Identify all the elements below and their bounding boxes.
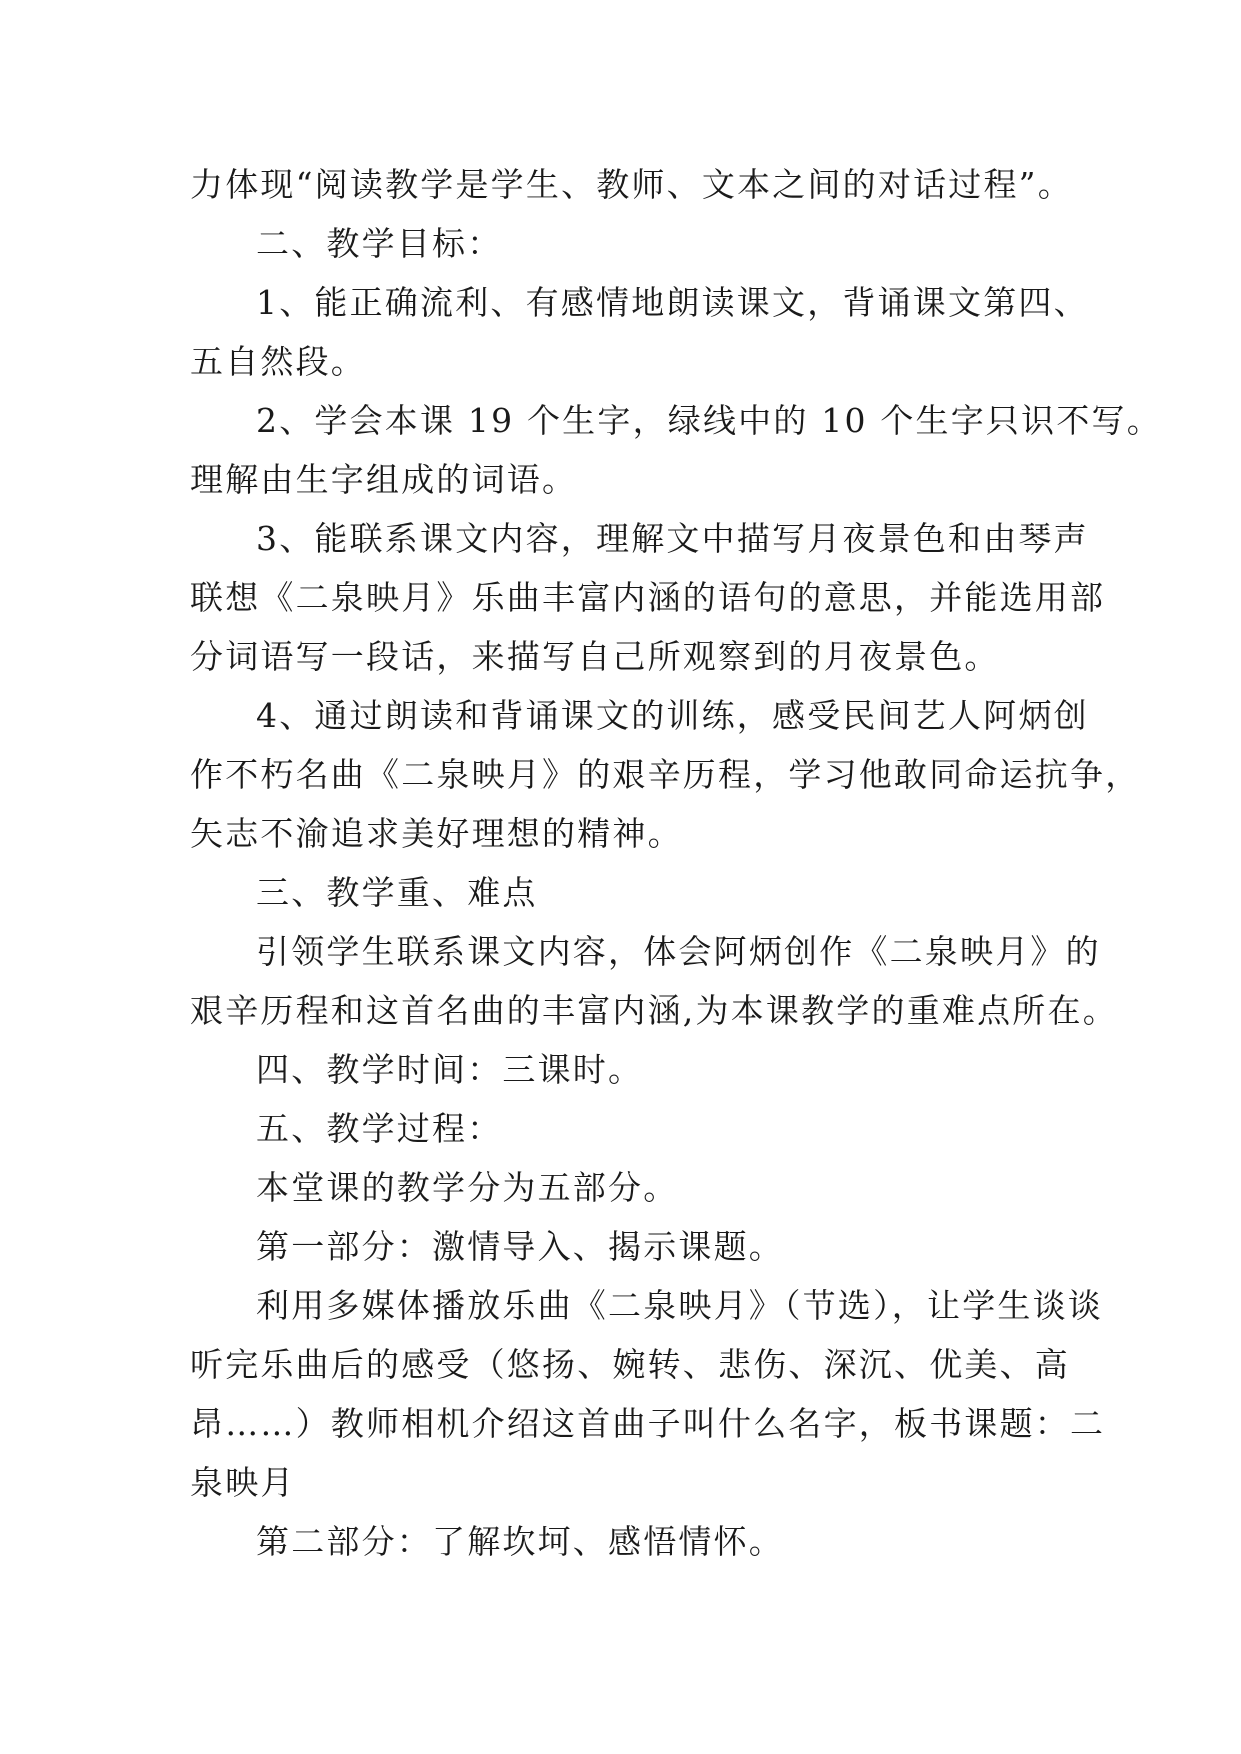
part-one-heading: 第一部分：激情导入、揭示课题。 <box>256 1227 784 1266</box>
section-heading-objectives: 二、教学目标： <box>256 224 503 263</box>
objective-2-line-1: 2、学会本课 19 个生字，绿线中的 10 个生字只识不写。 <box>256 401 1162 440</box>
objective-1-line-2: 五自然段。 <box>190 342 366 381</box>
key-points-line-1: 引领学生联系课文内容，体会阿炳创作《二泉映月》的 <box>256 932 1101 971</box>
text-line-1: 力体现“阅读教学是学生、教师、文本之间的对话过程”。 <box>190 165 1073 204</box>
objective-2-line-2: 理解由生字组成的词语。 <box>190 460 578 499</box>
objective-3-line-2: 联想《二泉映月》乐曲丰富内涵的语句的意思，并能选用部 <box>190 578 1106 617</box>
objective-4-line-1: 4、通过朗读和背诵课文的训练，感受民间艺人阿炳创 <box>256 696 1089 735</box>
part-one-line-3: 昂……）教师相机介绍这首曲子叫什么名字，板书课题：二 <box>190 1404 1106 1443</box>
section-heading-time: 四、教学时间：三课时。 <box>256 1050 644 1089</box>
part-two-heading: 第二部分：了解坎坷、感悟情怀。 <box>256 1522 784 1561</box>
part-one-line-1: 利用多媒体播放乐曲《二泉映月》（节选），让学生谈谈 <box>256 1286 1103 1325</box>
objective-4-line-2: 作不朽名曲《二泉映月》的艰辛历程，学习他敢同命运抗争， <box>190 755 1141 794</box>
objective-3-line-3: 分词语写一段话，来描写自己所观察到的月夜景色。 <box>190 637 1000 676</box>
section-heading-key-points: 三、教学重、难点 <box>256 873 538 912</box>
objective-3-line-1: 3、能联系课文内容，理解文中描写月夜景色和由琴声 <box>256 519 1089 558</box>
objective-1-line-1: 1、能正确流利、有感情地朗读课文，背诵课文第四、 <box>256 283 1089 322</box>
process-intro: 本堂课的教学分为五部分。 <box>256 1168 679 1207</box>
objective-4-line-3: 矢志不渝追求美好理想的精神。 <box>190 814 683 853</box>
section-heading-process: 五、教学过程： <box>256 1109 503 1148</box>
part-one-line-4: 泉映月 <box>190 1463 296 1502</box>
key-points-line-2: 艰辛历程和这首名曲的丰富内涵,为本课教学的重难点所在。 <box>190 991 1118 1030</box>
part-one-line-2: 听完乐曲后的感受（悠扬、婉转、悲伤、深沉、优美、高 <box>190 1345 1070 1384</box>
